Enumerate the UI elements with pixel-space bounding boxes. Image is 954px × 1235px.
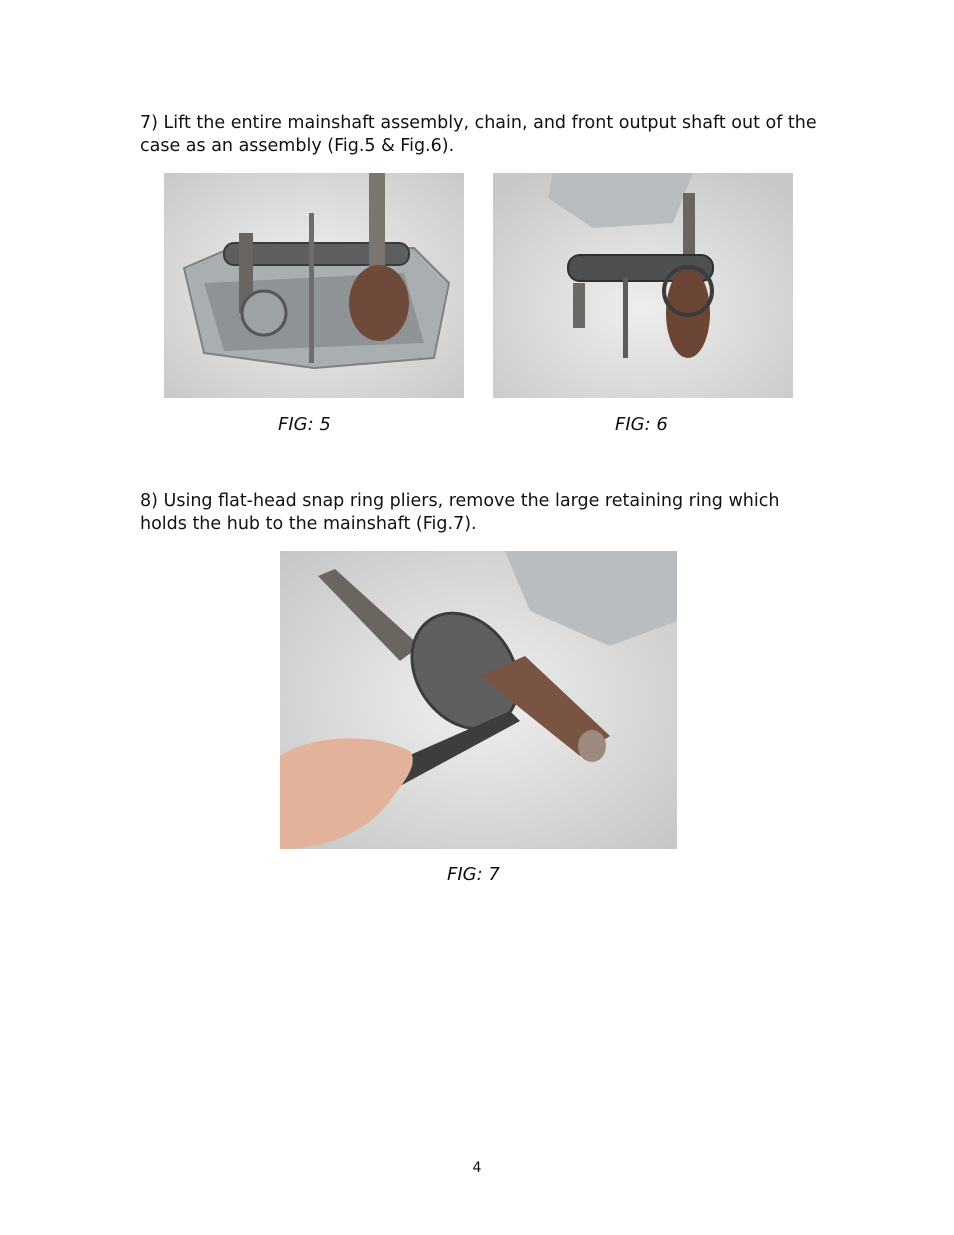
fig6-caption: FIG: 6 — [615, 414, 668, 435]
step-7-text: 7) Lift the entire mainshaft assembly, chain, and front output shaft out of the case as an assembly (Fig.5 & Fig.6). — [140, 113, 817, 156]
fig5-caption: FIG: 5 — [278, 414, 331, 435]
fig7-caption: FIG: 7 — [447, 864, 500, 885]
page-number: 4 — [472, 1160, 482, 1176]
fig5-photo — [164, 173, 464, 398]
step-8-text: 8) Using flat-head snap ring pliers, remove the large retaining ring which holds the hub to the mainshaft (Fig.7). — [140, 491, 780, 534]
fig6-photo — [493, 173, 793, 398]
fig7-photo — [280, 551, 677, 849]
